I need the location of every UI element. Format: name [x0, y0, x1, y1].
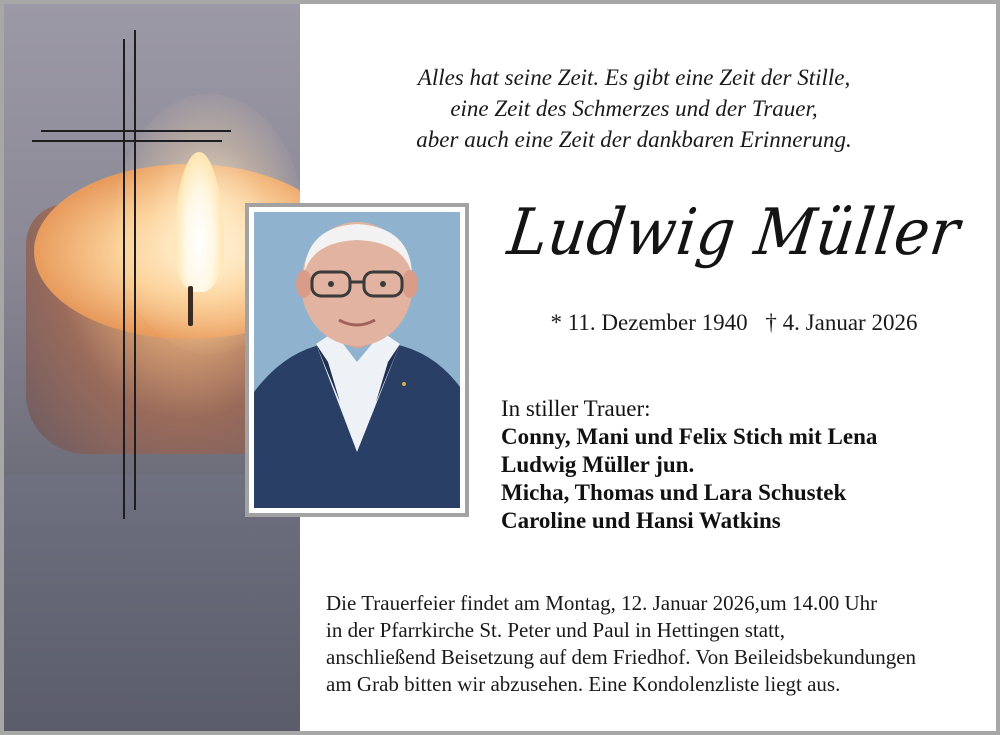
funeral-line: Die Trauerfeier findet am Montag, 12. Januar 2026,um 14.00 Uhr: [326, 591, 878, 615]
cross-vertical-line: [123, 39, 125, 519]
birth-date: * 11. Dezember 1940: [550, 310, 748, 335]
death-date: † 4. Januar 2026: [765, 310, 918, 335]
mourner-name: Micha, Thomas und Lara Schustek: [501, 480, 847, 505]
funeral-line: anschließend Beisetzung auf dem Friedhof. Von Beileidsbekundungen: [326, 645, 917, 669]
deceased-name: Ludwig Müller: [503, 196, 965, 270]
mourners-intro: In stiller Trauer:: [501, 396, 651, 421]
mourner-name: Conny, Mani und Felix Stich mit Lena: [501, 424, 878, 449]
motto-line: eine Zeit des Schmerzes und der Trauer,: [450, 96, 818, 121]
portrait-frame: [245, 203, 469, 517]
life-dates: [474, 310, 994, 336]
cross-horizontal-line: [32, 140, 222, 142]
motto-line: Alles hat seine Zeit. Es gibt eine Zeit der Stille,: [417, 65, 851, 90]
motto-quote: [344, 62, 924, 155]
candle-wick: [188, 286, 193, 326]
portrait-illustration: [254, 212, 460, 508]
funeral-notice: [326, 590, 996, 698]
portrait-photo: [254, 212, 460, 508]
cross-vertical-line: [134, 30, 136, 510]
funeral-line: am Grab bitten wir abzusehen. Eine Kondolenzliste liegt aus.: [326, 672, 841, 696]
mourner-name: Caroline und Hansi Watkins: [501, 508, 781, 533]
mourners-block: [501, 395, 981, 535]
cross-horizontal-line: [41, 130, 231, 132]
mourner-name: Ludwig Müller jun.: [501, 452, 695, 477]
motto-line: aber auch eine Zeit der dankbaren Erinnerung.: [416, 127, 852, 152]
funeral-line: in der Pfarrkirche St. Peter und Paul in Hettingen statt,: [326, 618, 785, 642]
